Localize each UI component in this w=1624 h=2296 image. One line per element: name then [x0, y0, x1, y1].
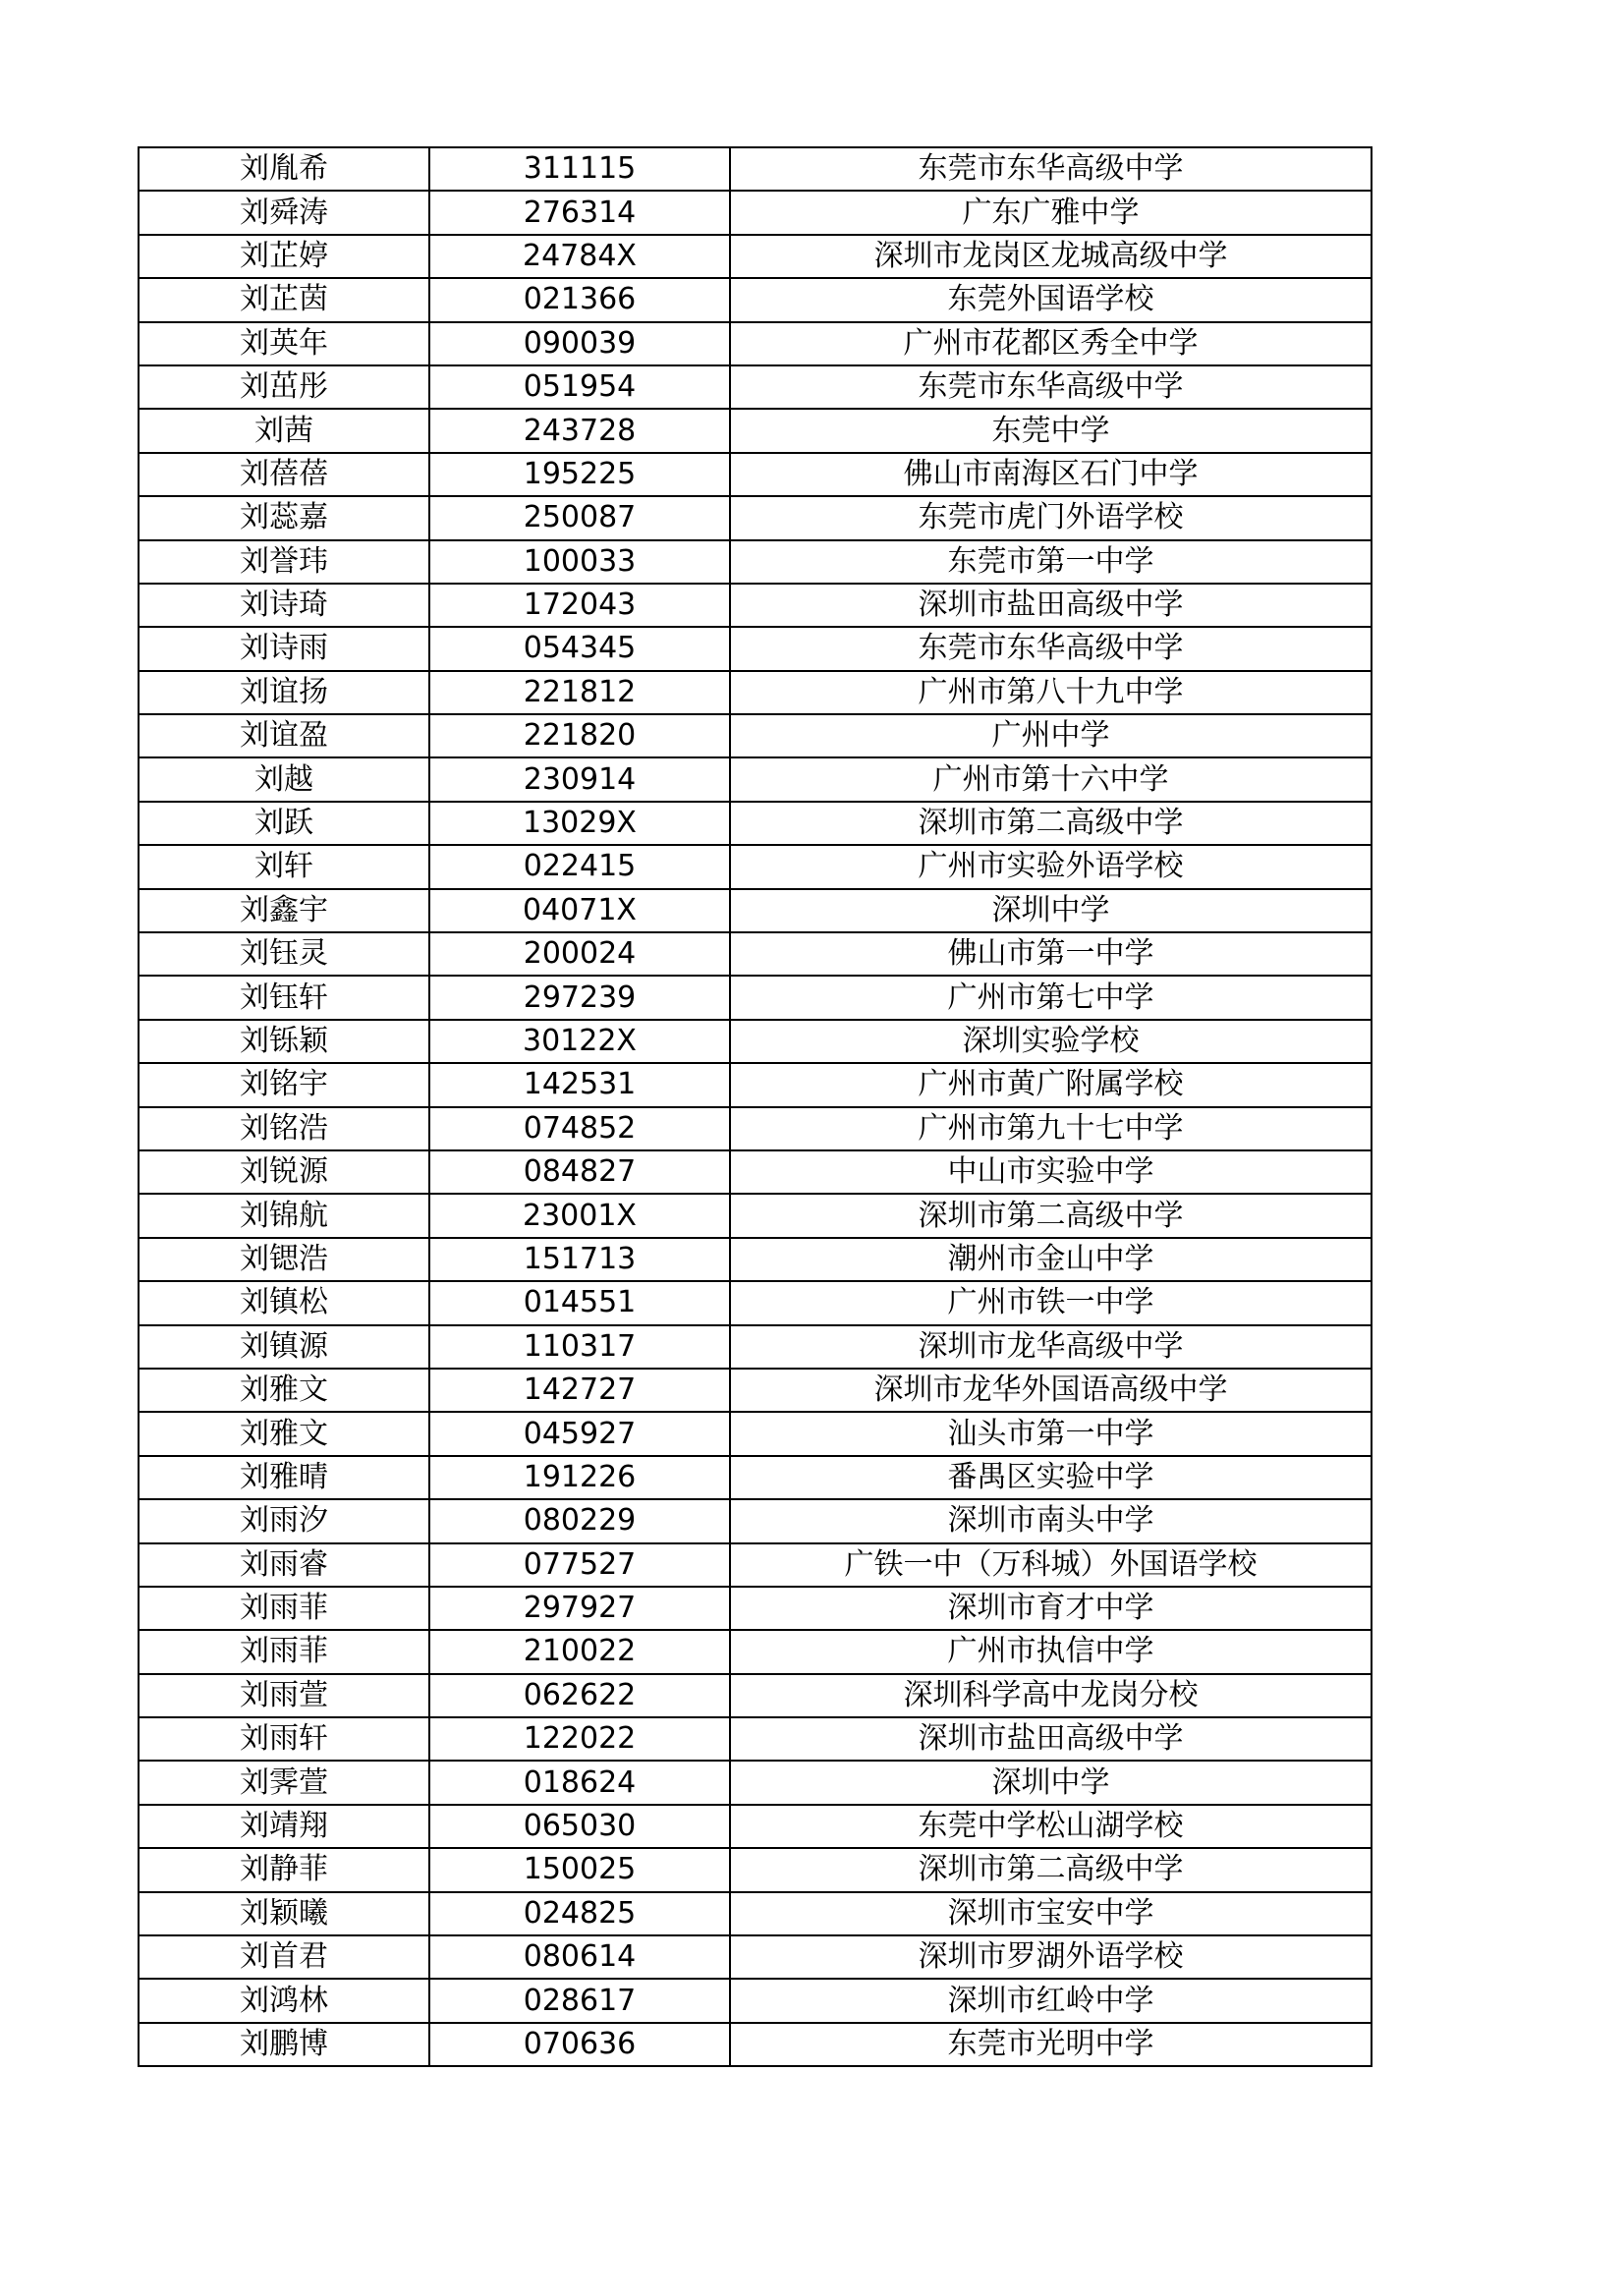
id-cell: 230914 — [429, 757, 730, 801]
id-cell: 062622 — [429, 1674, 730, 1717]
table-row — [139, 932, 1372, 976]
school-cell: 广州市实验外语学校 — [730, 845, 1372, 888]
name-cell: 刘茜 — [139, 409, 429, 452]
name-cell: 刘铄颖 — [139, 1020, 429, 1063]
school-cell: 广州市黄广附属学校 — [730, 1063, 1372, 1106]
table-row — [139, 540, 1372, 584]
name-cell: 刘首君 — [139, 1935, 429, 1979]
name-cell: 刘鸿林 — [139, 1979, 429, 2022]
table-row — [139, 1499, 1372, 1542]
roster-table — [138, 146, 1372, 2067]
id-cell: 221820 — [429, 714, 730, 757]
roster-body — [139, 147, 1372, 2066]
id-cell: 200024 — [429, 932, 730, 976]
school-cell: 深圳市第二高级中学 — [730, 802, 1372, 845]
name-cell: 刘跃 — [139, 802, 429, 845]
school-cell: 广州市第九十七中学 — [730, 1107, 1372, 1150]
name-cell: 刘越 — [139, 757, 429, 801]
table-row — [139, 976, 1372, 1019]
table-row — [139, 584, 1372, 627]
name-cell: 刘鹏博 — [139, 2023, 429, 2066]
school-cell: 广州市花都区秀全中学 — [730, 322, 1372, 365]
id-cell: 243728 — [429, 409, 730, 452]
id-cell: 210022 — [429, 1630, 730, 1673]
table-row — [139, 845, 1372, 888]
table-row — [139, 322, 1372, 365]
name-cell: 刘铭宇 — [139, 1063, 429, 1106]
id-cell: 297927 — [429, 1587, 730, 1630]
id-cell: 142531 — [429, 1063, 730, 1106]
school-cell: 深圳市罗湖外语学校 — [730, 1935, 1372, 1979]
table-row — [139, 147, 1372, 191]
school-cell: 深圳市龙华外国语高级中学 — [730, 1369, 1372, 1412]
name-cell: 刘钰灵 — [139, 932, 429, 976]
table-row — [139, 1543, 1372, 1587]
table-row — [139, 1805, 1372, 1848]
name-cell: 刘颖曦 — [139, 1892, 429, 1935]
table-row — [139, 278, 1372, 321]
id-cell: 172043 — [429, 584, 730, 627]
id-cell: 13029X — [429, 802, 730, 845]
id-cell: 122022 — [429, 1717, 730, 1761]
table-row — [139, 365, 1372, 409]
table-row — [139, 235, 1372, 278]
table-row — [139, 1281, 1372, 1324]
school-cell: 深圳实验学校 — [730, 1020, 1372, 1063]
school-cell: 中山市实验中学 — [730, 1150, 1372, 1194]
table-row — [139, 671, 1372, 714]
name-cell: 刘鑫宇 — [139, 889, 429, 932]
table-row — [139, 2023, 1372, 2066]
id-cell: 084827 — [429, 1150, 730, 1194]
id-cell: 054345 — [429, 627, 730, 670]
school-cell: 深圳市第二高级中学 — [730, 1194, 1372, 1237]
id-cell: 077527 — [429, 1543, 730, 1587]
name-cell: 刘雨萱 — [139, 1674, 429, 1717]
name-cell: 刘静菲 — [139, 1848, 429, 1891]
name-cell: 刘霁萱 — [139, 1761, 429, 1804]
id-cell: 221812 — [429, 671, 730, 714]
table-row — [139, 802, 1372, 845]
name-cell: 刘雨轩 — [139, 1717, 429, 1761]
table-row — [139, 496, 1372, 539]
id-cell: 021366 — [429, 278, 730, 321]
school-cell: 广铁一中（万科城）外国语学校 — [730, 1543, 1372, 1587]
id-cell: 080614 — [429, 1935, 730, 1979]
name-cell: 刘诗雨 — [139, 627, 429, 670]
school-cell: 深圳市盐田高级中学 — [730, 1717, 1372, 1761]
school-cell: 深圳市第二高级中学 — [730, 1848, 1372, 1891]
school-cell: 深圳市龙华高级中学 — [730, 1325, 1372, 1369]
name-cell: 刘雨汐 — [139, 1499, 429, 1542]
name-cell: 刘芷茵 — [139, 278, 429, 321]
table-row — [139, 1369, 1372, 1412]
table-row — [139, 1761, 1372, 1804]
table-row — [139, 1717, 1372, 1761]
id-cell: 018624 — [429, 1761, 730, 1804]
id-cell: 30122X — [429, 1020, 730, 1063]
id-cell: 195225 — [429, 453, 730, 496]
name-cell: 刘轩 — [139, 845, 429, 888]
table-row — [139, 1674, 1372, 1717]
table-row — [139, 1325, 1372, 1369]
id-cell: 150025 — [429, 1848, 730, 1891]
table-row — [139, 1979, 1372, 2022]
id-cell: 065030 — [429, 1805, 730, 1848]
table-row — [139, 453, 1372, 496]
id-cell: 022415 — [429, 845, 730, 888]
name-cell: 刘铭浩 — [139, 1107, 429, 1150]
table-row — [139, 1150, 1372, 1194]
name-cell: 刘靖翔 — [139, 1805, 429, 1848]
school-cell: 广州市第七中学 — [730, 976, 1372, 1019]
school-cell: 佛山市第一中学 — [730, 932, 1372, 976]
name-cell: 刘雅文 — [139, 1369, 429, 1412]
school-cell: 东莞中学松山湖学校 — [730, 1805, 1372, 1848]
table-row — [139, 1848, 1372, 1891]
school-cell: 深圳市龙岗区龙城高级中学 — [730, 235, 1372, 278]
table-row — [139, 889, 1372, 932]
name-cell: 刘芷婷 — [139, 235, 429, 278]
school-cell: 东莞中学 — [730, 409, 1372, 452]
name-cell: 刘雨菲 — [139, 1587, 429, 1630]
id-cell: 080229 — [429, 1499, 730, 1542]
school-cell: 广东广雅中学 — [730, 191, 1372, 234]
name-cell: 刘锶浩 — [139, 1238, 429, 1281]
id-cell: 276314 — [429, 191, 730, 234]
name-cell: 刘谊盈 — [139, 714, 429, 757]
table-row — [139, 757, 1372, 801]
school-cell: 潮州市金山中学 — [730, 1238, 1372, 1281]
school-cell: 广州市第十六中学 — [730, 757, 1372, 801]
id-cell: 014551 — [429, 1281, 730, 1324]
name-cell: 刘蓓蓓 — [139, 453, 429, 496]
table-row — [139, 1630, 1372, 1673]
table-row — [139, 1587, 1372, 1630]
id-cell: 074852 — [429, 1107, 730, 1150]
name-cell: 刘雅文 — [139, 1412, 429, 1455]
school-cell: 深圳市育才中学 — [730, 1587, 1372, 1630]
table-row — [139, 627, 1372, 670]
table-row — [139, 1412, 1372, 1455]
table-row — [139, 1020, 1372, 1063]
id-cell: 045927 — [429, 1412, 730, 1455]
name-cell: 刘胤希 — [139, 147, 429, 191]
school-cell: 深圳市宝安中学 — [730, 1892, 1372, 1935]
name-cell: 刘誉玮 — [139, 540, 429, 584]
id-cell: 297239 — [429, 976, 730, 1019]
name-cell: 刘舜涛 — [139, 191, 429, 234]
id-cell: 090039 — [429, 322, 730, 365]
school-cell: 东莞市虎门外语学校 — [730, 496, 1372, 539]
id-cell: 311115 — [429, 147, 730, 191]
table-row — [139, 1238, 1372, 1281]
name-cell: 刘锦航 — [139, 1194, 429, 1237]
table-row — [139, 1935, 1372, 1979]
table-row — [139, 191, 1372, 234]
name-cell: 刘钰轩 — [139, 976, 429, 1019]
school-cell: 深圳市南头中学 — [730, 1499, 1372, 1542]
id-cell: 250087 — [429, 496, 730, 539]
id-cell: 070636 — [429, 2023, 730, 2066]
table-row — [139, 1107, 1372, 1150]
name-cell: 刘蕊嘉 — [139, 496, 429, 539]
school-cell: 深圳市红岭中学 — [730, 1979, 1372, 2022]
id-cell: 04071X — [429, 889, 730, 932]
name-cell: 刘镇松 — [139, 1281, 429, 1324]
name-cell: 刘镇源 — [139, 1325, 429, 1369]
id-cell: 142727 — [429, 1369, 730, 1412]
name-cell: 刘雅晴 — [139, 1456, 429, 1499]
school-cell: 东莞市东华高级中学 — [730, 627, 1372, 670]
table-row — [139, 1456, 1372, 1499]
school-cell: 深圳中学 — [730, 889, 1372, 932]
school-cell: 东莞市第一中学 — [730, 540, 1372, 584]
table-row — [139, 1892, 1372, 1935]
id-cell: 24784X — [429, 235, 730, 278]
school-cell: 深圳中学 — [730, 1761, 1372, 1804]
name-cell: 刘谊扬 — [139, 671, 429, 714]
id-cell: 024825 — [429, 1892, 730, 1935]
id-cell: 100033 — [429, 540, 730, 584]
id-cell: 028617 — [429, 1979, 730, 2022]
school-cell: 东莞市东华高级中学 — [730, 147, 1372, 191]
name-cell: 刘诗琦 — [139, 584, 429, 627]
table-row — [139, 409, 1372, 452]
table-row — [139, 1063, 1372, 1106]
school-cell: 东莞市光明中学 — [730, 2023, 1372, 2066]
name-cell: 刘雨睿 — [139, 1543, 429, 1587]
id-cell: 051954 — [429, 365, 730, 409]
school-cell: 广州中学 — [730, 714, 1372, 757]
school-cell: 广州市铁一中学 — [730, 1281, 1372, 1324]
school-cell: 广州市执信中学 — [730, 1630, 1372, 1673]
school-cell: 汕头市第一中学 — [730, 1412, 1372, 1455]
name-cell: 刘锐源 — [139, 1150, 429, 1194]
table-row — [139, 714, 1372, 757]
id-cell: 110317 — [429, 1325, 730, 1369]
school-cell: 佛山市南海区石门中学 — [730, 453, 1372, 496]
school-cell: 东莞市东华高级中学 — [730, 365, 1372, 409]
name-cell: 刘茁彤 — [139, 365, 429, 409]
school-cell: 深圳市盐田高级中学 — [730, 584, 1372, 627]
name-cell: 刘英年 — [139, 322, 429, 365]
name-cell: 刘雨菲 — [139, 1630, 429, 1673]
table-row — [139, 1194, 1372, 1237]
id-cell: 191226 — [429, 1456, 730, 1499]
school-cell: 东莞外国语学校 — [730, 278, 1372, 321]
id-cell: 23001X — [429, 1194, 730, 1237]
school-cell: 番禺区实验中学 — [730, 1456, 1372, 1499]
id-cell: 151713 — [429, 1238, 730, 1281]
school-cell: 深圳科学高中龙岗分校 — [730, 1674, 1372, 1717]
school-cell: 广州市第八十九中学 — [730, 671, 1372, 714]
